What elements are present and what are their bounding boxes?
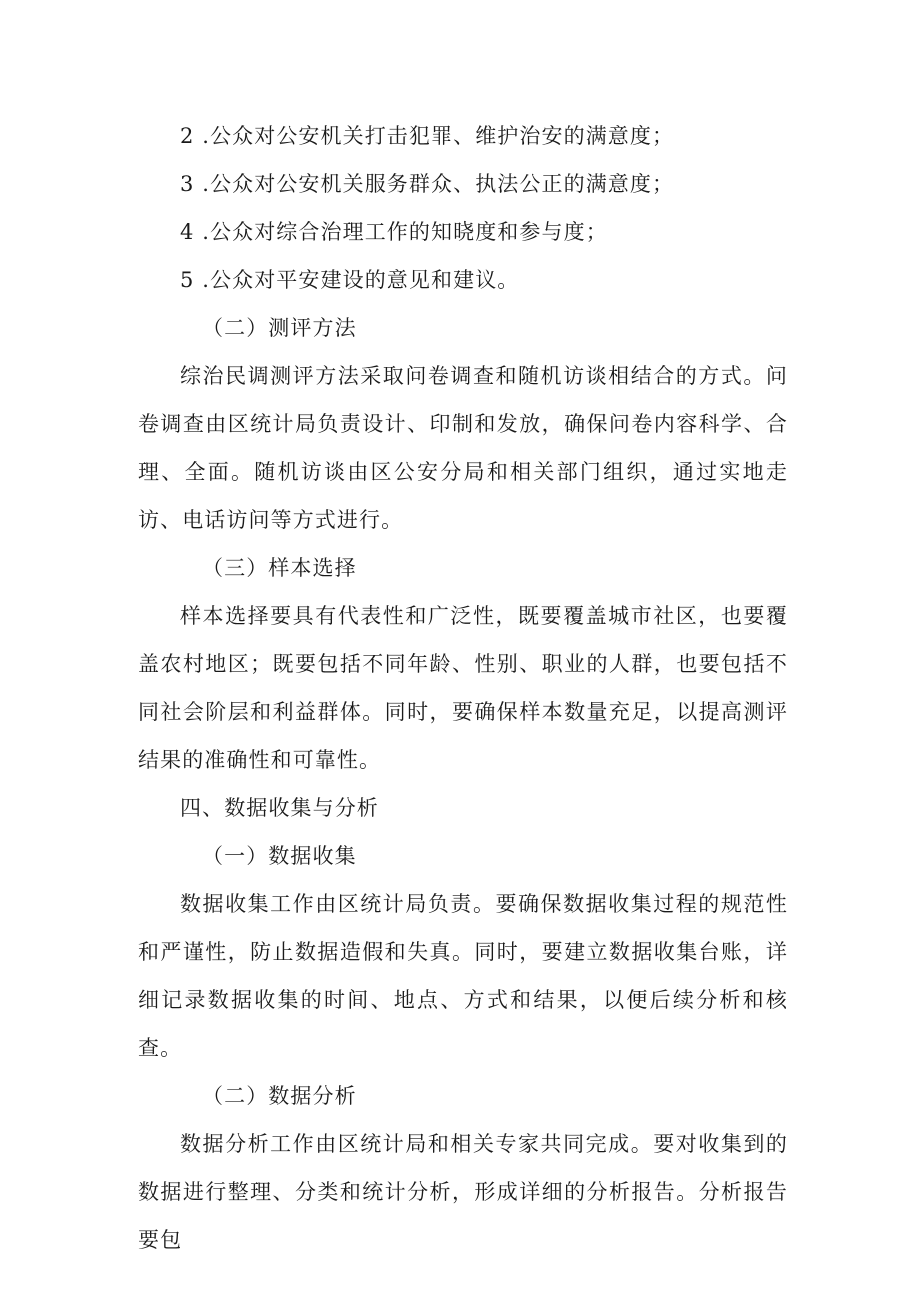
list-item: 3 .公众对公安机关服务群众、执法公正的满意度； [180,172,675,196]
document-body [138,112,788,1264]
section-heading-data: 四、数据收集与分析 [180,796,379,820]
section-heading-analysis: （二）数据分析 [202,1084,357,1108]
section-heading-sample: （三）样本选择 [202,556,357,580]
paragraph-collect: 数据收集工作由区统计局负责。要确保数据收集过程的规范性和严谨性，防止数据造假和失真。同时，要建立数据收集台账，详细记录数据收集的时间、地点、方式和结果，以便后续分析和核查。 [138,892,788,1060]
paragraph-sample: 样本选择要具有代表性和广泛性，既要覆盖城市社区，也要覆盖农村地区；既要包括不同年龄、性别、职业的人群，也要包括不同社会阶层和利益群体。同时，要确保样本数量充足，以提高测评结果的准确性和可靠性。 [138,604,788,772]
paragraph-analysis: 数据分析工作由区统计局和相关专家共同完成。要对收集到的数据进行整理、分类和统计分析，形成详细的分析报告。分析报告要包 [138,1132,788,1252]
paragraph-method: 综治民调测评方法采取问卷调查和随机访谈相结合的方式。问卷调查由区统计局负责设计、印制和发放，确保问卷内容科学、合理、全面。随机访谈由区公安分局和相关部门组织，通过实地走访、电话访问等方式进行。 [138,364,788,532]
list-item: 4 .公众对综合治理工作的知晓度和参与度； [180,220,608,244]
list-item: 5 .公众对平安建设的意见和建议。 [180,268,520,292]
section-heading-method: （二）测评方法 [202,316,357,340]
section-heading-collect: （一）数据收集 [202,844,357,868]
list-item: 2 .公众对公安机关打击犯罪、维护治安的满意度； [180,124,675,148]
